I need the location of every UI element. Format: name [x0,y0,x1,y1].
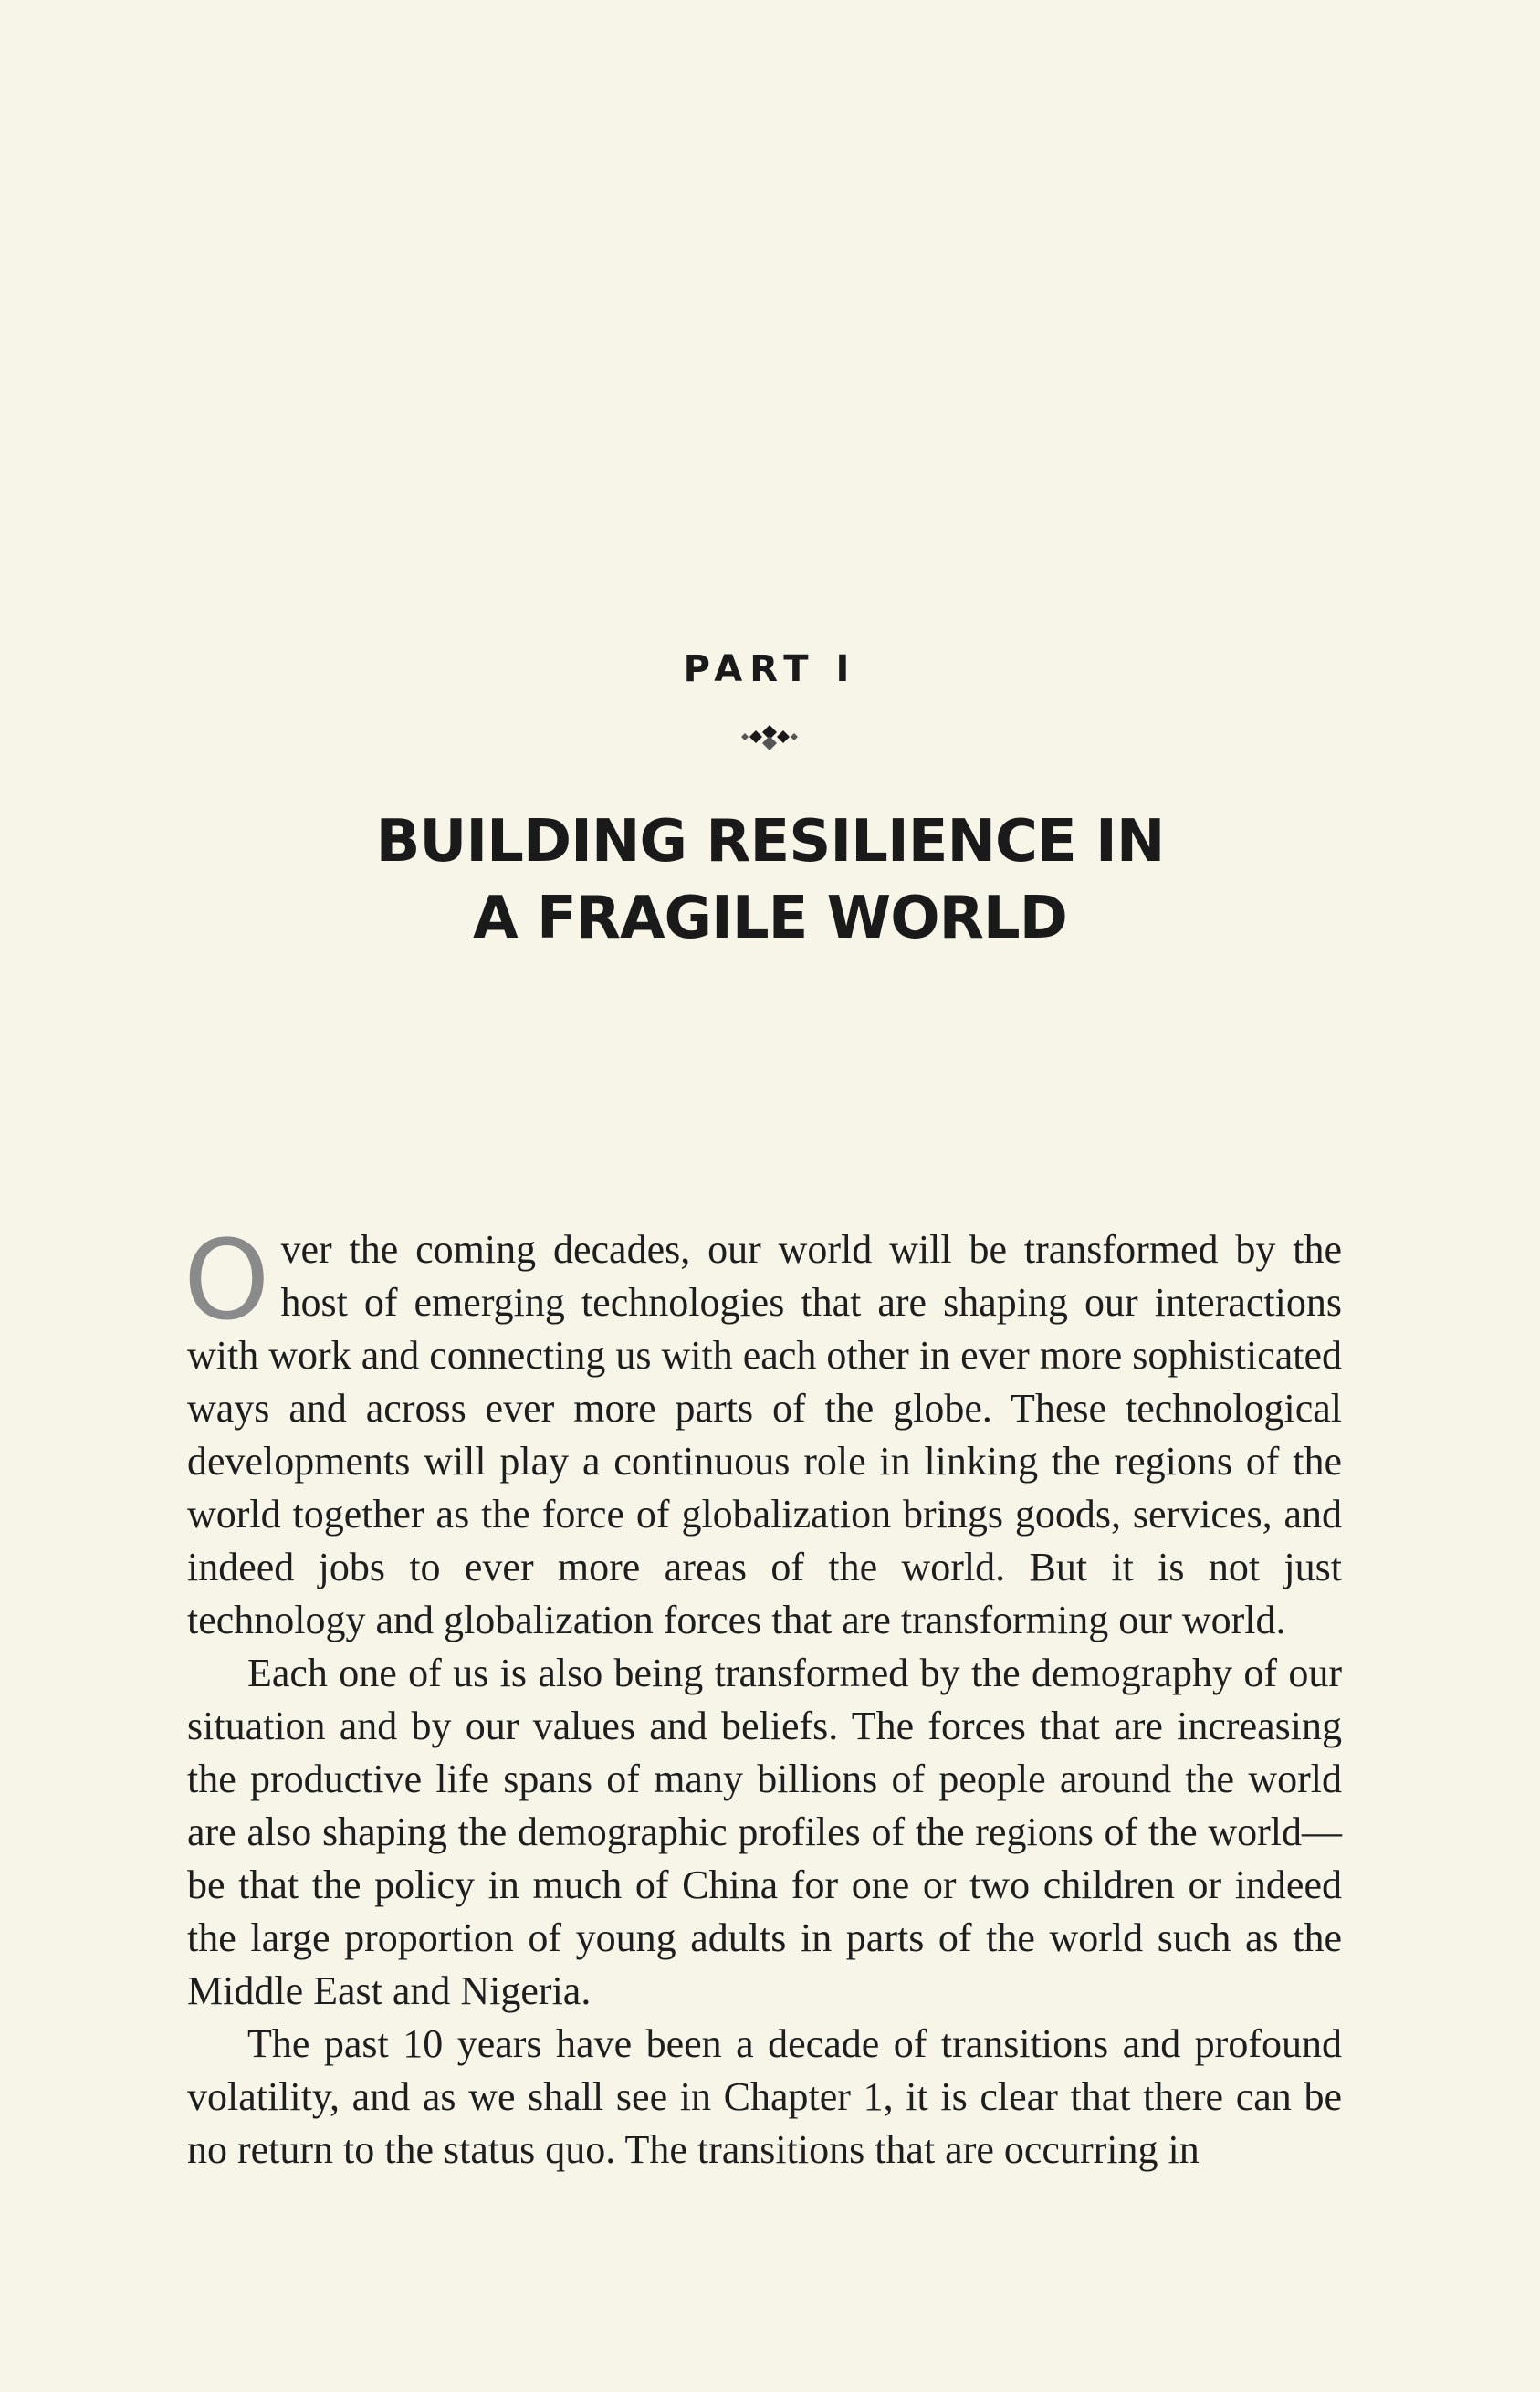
paragraph-2: Each one of us is also being transformed by the demography of our situation and by our values and beliefs. The forces that are increasing the productive life spans of many billions of people around the world are also shaping the demographic profiles of the regions of the world—be that the policy in much of China for one or two children or indeed the large proportion of young adults in parts of the world such as the Middle East and Nigeria. [187,1651,1342,2013]
part-label: PART I [683,648,857,690]
part-title-line-2: A FRAGILE WORLD [473,885,1067,952]
paragraph-3: The past 10 years have been a decade of transitions and profound volatility, and as we shall see in Chapter 1, it is clear that there can be no return to the status quo. The transitions that are occurring in [187,2021,1342,2172]
body-text [183,1218,1342,2177]
paragraph-1 [183,1218,1342,1647]
part-title [0,803,1540,957]
drop-cap: O [183,1218,270,1345]
part-title-line-1: BUILDING RESILIENCE IN [375,808,1165,876]
diamond-ornament-icon [738,719,801,756]
paragraph-1-text: ver the coming decades, our world will be transformed by the host of emerging technologies that are shaping our interactions with work and connecting us with each other in ever more sophisticated ways and across ever more parts of the globe. These technological developments will play a continuous role in linking the regions of the world together as the force of globalization brings goods, services, and indeed jobs to ever more areas of the world. But it is not just technology and globalization forces that are transforming our world. [187,1227,1342,1642]
